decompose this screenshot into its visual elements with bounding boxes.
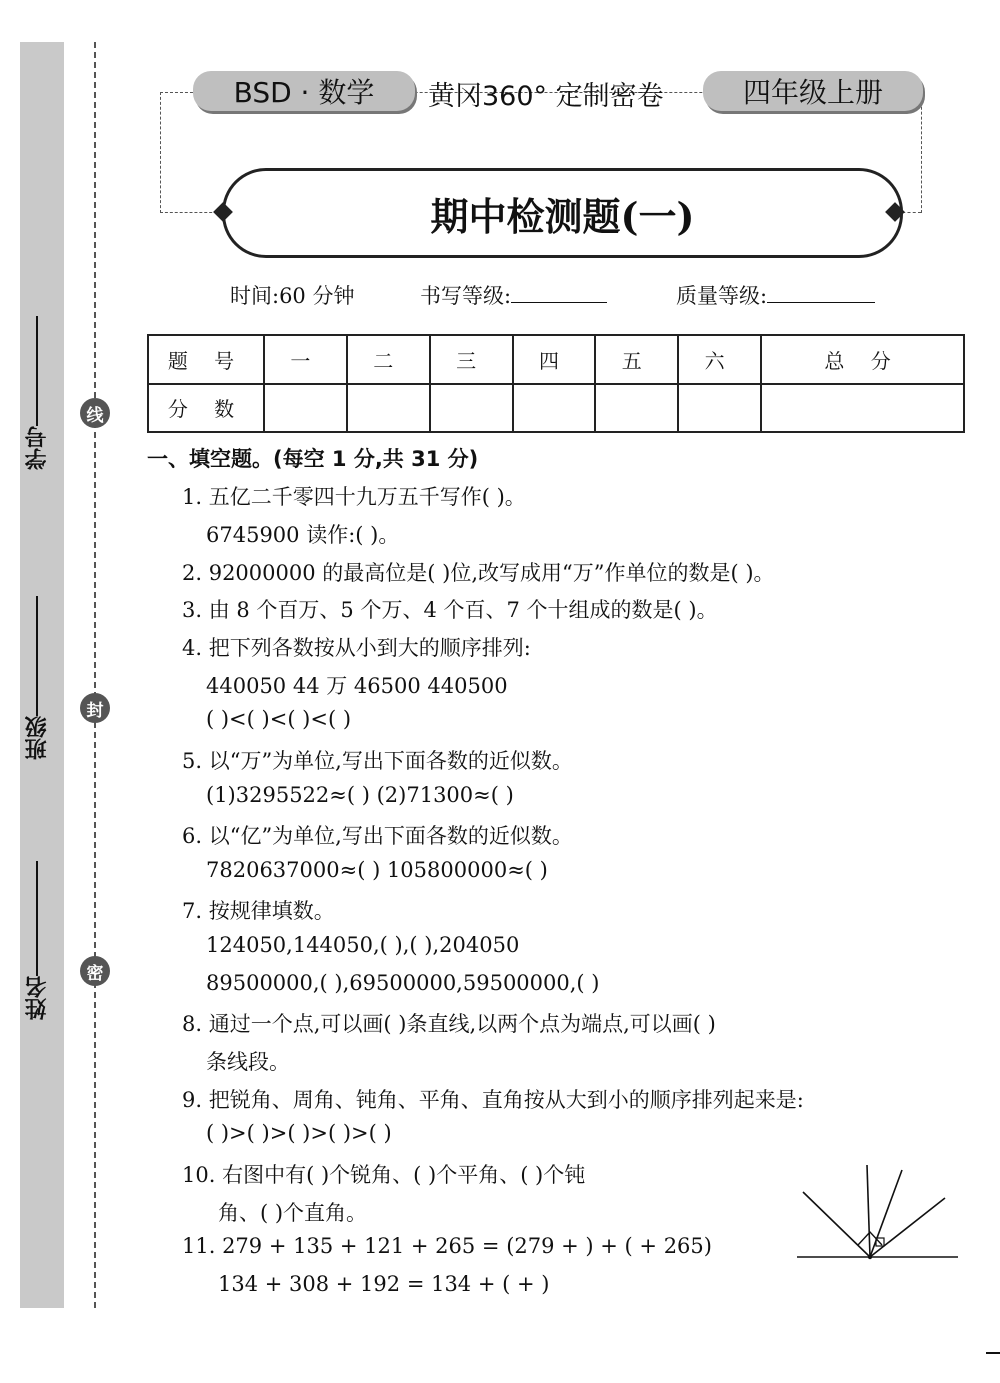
question-line: 10. 右图中有( )个锐角、( )个平角、( )个钝: [182, 1163, 586, 1187]
score-cell[interactable]: [347, 384, 430, 433]
vertex-point: [868, 1255, 872, 1259]
table-header-cell: 总 分: [761, 335, 964, 384]
table-header-cell: 题 号: [148, 335, 264, 384]
ray-left: [803, 1192, 870, 1257]
question-line: 134 + 308 + 192 = 134 + ( + ): [218, 1272, 550, 1296]
table-header-cell: 三: [430, 335, 513, 384]
seal-secret-mark: 密: [80, 956, 110, 986]
class-field[interactable]: [22, 565, 62, 760]
score-row-label: 分 数: [148, 384, 264, 433]
student-id-label: 学号: [25, 426, 50, 470]
quality-grade-field[interactable]: [676, 280, 875, 310]
table-header-cell: 六: [678, 335, 761, 384]
table-header-cell: 五: [595, 335, 678, 384]
score-cell[interactable]: [761, 384, 964, 433]
question-line: 2. 92000000 的最高位是( )位,改写成用“万”作单位的数是( )。: [182, 561, 775, 585]
question-line: 5. 以“万”为单位,写出下面各数的近似数。: [182, 749, 573, 773]
table-header-cell: 二: [347, 335, 430, 384]
question-line: 11. 279 + 135 + 121 + 265 = (279 + ) + ( + 265): [182, 1234, 712, 1258]
question-line: 角、( )个直角。: [218, 1201, 368, 1225]
question-line: 4. 把下列各数按从小到大的顺序排列:: [182, 636, 531, 660]
seal-line-mark: 线: [80, 398, 110, 428]
question-line: (1)3295522≈( ) (2)71300≈( ): [206, 783, 514, 807]
question-line: 9. 把锐角、周角、钝角、平角、直角按从大到小的顺序排列起来是:: [182, 1088, 804, 1112]
question-line: 3. 由 8 个百万、5 个万、4 个百、7 个十组成的数是( )。: [182, 598, 718, 622]
grade-tag: 四年级上册: [703, 71, 923, 111]
score-cell[interactable]: [430, 384, 513, 433]
seal-seal-mark: 封: [80, 693, 110, 723]
name-field[interactable]: [22, 835, 62, 1020]
question-line: ( )>( )>( )>( )>( ): [206, 1121, 392, 1145]
question-line: 7820637000≈( ) 105800000≈( ): [206, 858, 548, 882]
score-cell[interactable]: [264, 384, 347, 433]
question-line: 89500000,( ),69500000,59500000,( ): [206, 971, 600, 995]
score-cell[interactable]: [595, 384, 678, 433]
question-line: 条线段。: [206, 1050, 290, 1074]
question-line: 1. 五亿二千零四十九万五千写作( )。: [182, 485, 526, 509]
student-id-field[interactable]: [22, 290, 62, 470]
writing-grade-label: 书写等级:: [420, 284, 512, 308]
brand-title: 黄冈360° 定制密卷: [428, 81, 664, 112]
table-header-cell: 一: [264, 335, 347, 384]
score-table: [147, 334, 965, 433]
page-title: 期中检测题(一): [222, 168, 903, 258]
score-cell[interactable]: [678, 384, 761, 433]
seal-cut-line: [94, 42, 96, 1308]
corner-mark: [986, 1352, 1000, 1354]
question-line: 7. 按规律填数。: [182, 899, 335, 923]
name-label: 姓名: [25, 976, 50, 1020]
ray-vertical: [867, 1165, 870, 1257]
score-table-header-row: [148, 335, 964, 384]
section-title: 一、填空题。(每空 1 分,共 31 分): [147, 447, 479, 471]
question-line: 8. 通过一个点,可以画( )条直线,以两个点为端点,可以画( ): [182, 1012, 716, 1036]
question-line: ( )<( )<( )<( ): [206, 707, 352, 731]
question-line: 440050 44 万 46500 440500: [206, 674, 508, 698]
angle-figure: [795, 1160, 960, 1260]
question-line: 124050,144050,( ),( ),204050: [206, 933, 520, 957]
question-line: 6745900 读作:( )。: [206, 523, 400, 547]
class-label: 班级: [25, 716, 50, 760]
time-limit: 时间:60 分钟: [230, 284, 355, 308]
subject-tag: BSD · 数学: [193, 71, 415, 111]
table-header-cell: 四: [513, 335, 596, 384]
score-table-score-row: [148, 384, 964, 433]
score-cell[interactable]: [513, 384, 596, 433]
quality-grade-label: 质量等级:: [676, 284, 768, 308]
question-line: 6. 以“亿”为单位,写出下面各数的近似数。: [182, 824, 573, 848]
writing-grade-field[interactable]: [420, 280, 607, 310]
